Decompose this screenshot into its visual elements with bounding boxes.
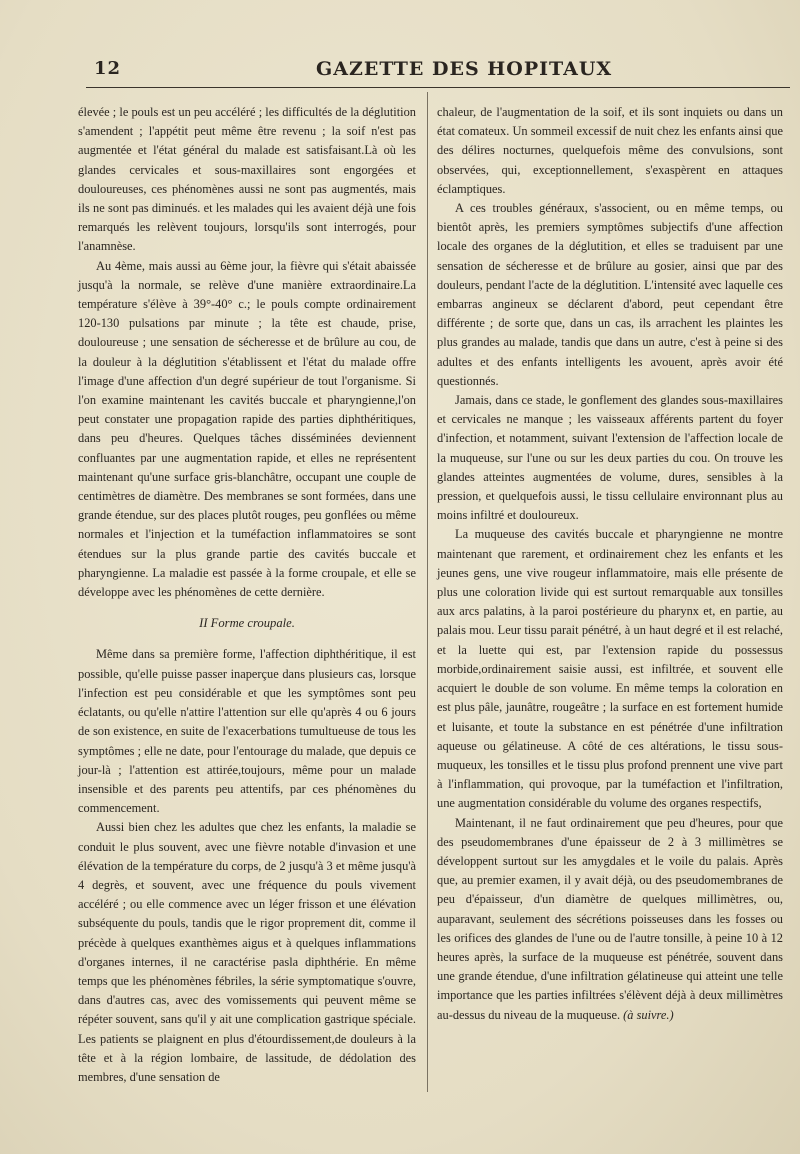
page-number: 12	[94, 58, 122, 79]
journal-title: GAZETTE DES HOPITAUX	[316, 58, 613, 80]
paragraph: Même dans sa première forme, l'affection diphthéritique, il est possible, qu'elle puisse passer inaperçue dans plusieurs cas, lorsque l'infection est peu considérable et que les symptômes sont peu éclatants, ou qu'elle n'attire l'attention sur elle qu'après 4 ou 6 jours de son existence, en suite de l'exacerbations tumultueuse de tous les symptômes ; elle ne date, pour l'entourage du malade, que depuis ce jour-là ; l'attention est attirée,toujours, même pour un malade insensible et des parents peu attentifs, par ces phénomènes du commencement.	[78, 647, 416, 816]
paragraph: Aussi bien chez les adultes que chez les enfants, la maladie se conduit le plus souvent, avec une fièvre notable d'invasion et une élévation de la température du corps, de 2 jusqu'à 3 et même jusqu'à 4 degrès, et souvent, avec une fréquence du pouls vivement accéléré ; ou elle commence avec un léger frisson et une élévation subséquente du pouls, tandis que le rigor proprement dit, comme il précède à quelques exanthèmes aigus et à quelques inflammations d'organes internes, il ne caractérise pasla diphthérie. En même temps que les phénomènes fébriles, la série symptomatique s'ouvre, dans d'autres cas, avec des vomissements qui peuvent même se répéter souvent, sans qu'il y ait une complication gastrique spéciale. Les patients se plaignent en plus d'étourdissement,de douleurs à la tête et à la région lombaire, de lassitude, de dédolation des membres, d'une sensation de	[78, 820, 416, 1084]
paragraph: A ces troubles généraux, s'associent, ou en même temps, ou bientôt après, les premiers symptômes subjectifs d'une affection locale des organes de la déglutition, et elles se traduisent par une sensation de sécheresse et de brûlure au gosier, ainsi que par des douleurs, pendant l'acte de la déglutition. L'intensité avec laquelle ces embarras angineux se déclarent d'abord, peut cependant être différente ; de sorte que, dans un cas, ils arrachent les plaintes les plus grandes au malade, tandis que dans un autre, c'est à peine si des adultes et des enfants intelligents les avouent, après avoir été questionnés.	[437, 201, 783, 388]
section-heading: II Forme croupale.	[199, 616, 295, 631]
left-column	[78, 103, 416, 1087]
paragraph: La muqueuse des cavités buccale et pharyngienne ne montre maintenant que rarement, et ordinairement chez les enfants et les jeunes gens, une vive rougeur inflammatoire, mais elle présente de plus une coloration livide qui est surtout remarquable aux tonsilles aux arcs palatins, à la paroi postérieure du pharynx et, en partie, au palais mou. Leur tissu parait pénétré, à un haut degré et il est relaché, et la luette qui est, par l'extension rapide du possessus morbide,ordinairement saisie aussi, est infiltrée, et souvent elle acquiert le double de son volume. En même temps la coloration en est plus pâle, jaunâtre, rougeâtre ; la surface en est fortement humide et luisante, et toute la substance en est pénétrée d'une infiltration aqueuse ou gélatineuse. A côté de ces altérations, le tissu sous-muqueux, les tonsilles et le tissu plus profond prennent une vive part à l'inflammation, qui provoque, par la tuméfaction et l'infiltration, une augmentation considérable du volume des organes respectifs,	[437, 527, 783, 811]
right-column	[437, 103, 783, 1025]
paragraph: chaleur, de l'augmentation de la soif, et ils sont inquiets ou dans un état comateux. Un sommeil excessif de nuit chez les enfants ainsi que des délires nocturnes, quelquefois même des convulsions, sont observées, qui, exceptionnellement, s'exaspèrent en attaques éclamptiques.	[437, 105, 783, 196]
paragraph: Au 4ème, mais aussi au 6ème jour, la fièvre qui s'était abaissée jusqu'à la normale, se relève d'une manière extraordinaire.La température s'élève à 39°-40° c.; le pouls compte ordinairement 120-130 pulsations par minute ; la tête est chaude, prise, douloureuse ; une sensation de sécheresse et de brûlure au cou, de la douleur à la déglutition s'établissent et l'état du malade offre l'image d'une affection d'un degré supérieur de tout l'organisme. Si l'on examine maintenant les cavités buccale et pharyngienne,l'on peut constater une propagation rapide des parties diphthéritiques, dans peu d'heures. Quelques tâches disséminées deviennent confluantes par une augmentation rapide, et elles ne représentent maintenant qu'une surface gris-blanchâtre, occupant une couple de centimètres de diamètre. Des membranes se sont formées, dans une grande étendue, sur des places plutôt rouges, peu gonflées ou même normales et l'injection et la tuméfaction inflammatoires se sont étendues sur la plus grande partie des cavités buccale et pharyngienne. La maladie est passée à la forme croupale, et elle se développe avec les phénomènes de cette dernière.	[78, 258, 416, 600]
paragraph: élevée ; le pouls est un peu accéléré ; les difficultés de la déglutition s'amendent ; l'appétit peut même être revenu ; la soif n'est pas augmentée et l'état général du malade est satisfaisant.Là où les glandes cervicales et sous-maxillaires sont engorgées et douloureuses, ces phénomènes aussi ne sont pas augmentés, mais ils ne sont pas diminués. et les malades qui les avaient déjà une fois remarqués les relèvent toujours, lorsqu'ils sont interrogés, pour l'anamnèse.	[78, 105, 416, 254]
paragraph	[437, 814, 783, 1025]
paragraph-text: Maintenant, il ne faut ordinairement que peu d'heures, pour que des pseudomembranes d'une épaisseur de 2 à 3 millimètres se développent surtout sur les amygdales et le voile du palais. Après que, au premier examen, il y avait déjà, ou des pseudomembranes de peu d'épaisseur, d'un diamètre de quelques millimètres, ou, auparavant, seulement des sécrétions poisseuses dans les fosses ou les orifices des glandes de l'une ou de l'autre tonsille, à peine 10 à 12 heures après, la surface de la muqueuse est pénétrée, souvent dans une grande étendue, d'une infiltration gélatineuse qui atteint une telle importance que les parties infiltrées s'élèvent déjà à deux millimètres au-dessus du niveau de la muqueuse.	[437, 815, 783, 1022]
paragraph: Jamais, dans ce stade, le gonflement des glandes sous-maxillaires et cervicales ne manque ; les vaisseaux afférents partent du foyer d'infection, et notamment, suivant l'extension de l'affection locale de la muqueuse, sur l'une ou sur les deux parties du cou. On trouve les glandes atteintes augmentées de volume, dures, sensibles à la pression, et quelquefois aussi, le tissu cellulaire environnant plus au moins infiltré et douloureux.	[437, 393, 783, 523]
header-rule	[86, 87, 790, 88]
to-be-continued: (à suivre.)	[623, 1007, 674, 1022]
page-header	[86, 58, 790, 84]
column-divider	[427, 92, 428, 1092]
